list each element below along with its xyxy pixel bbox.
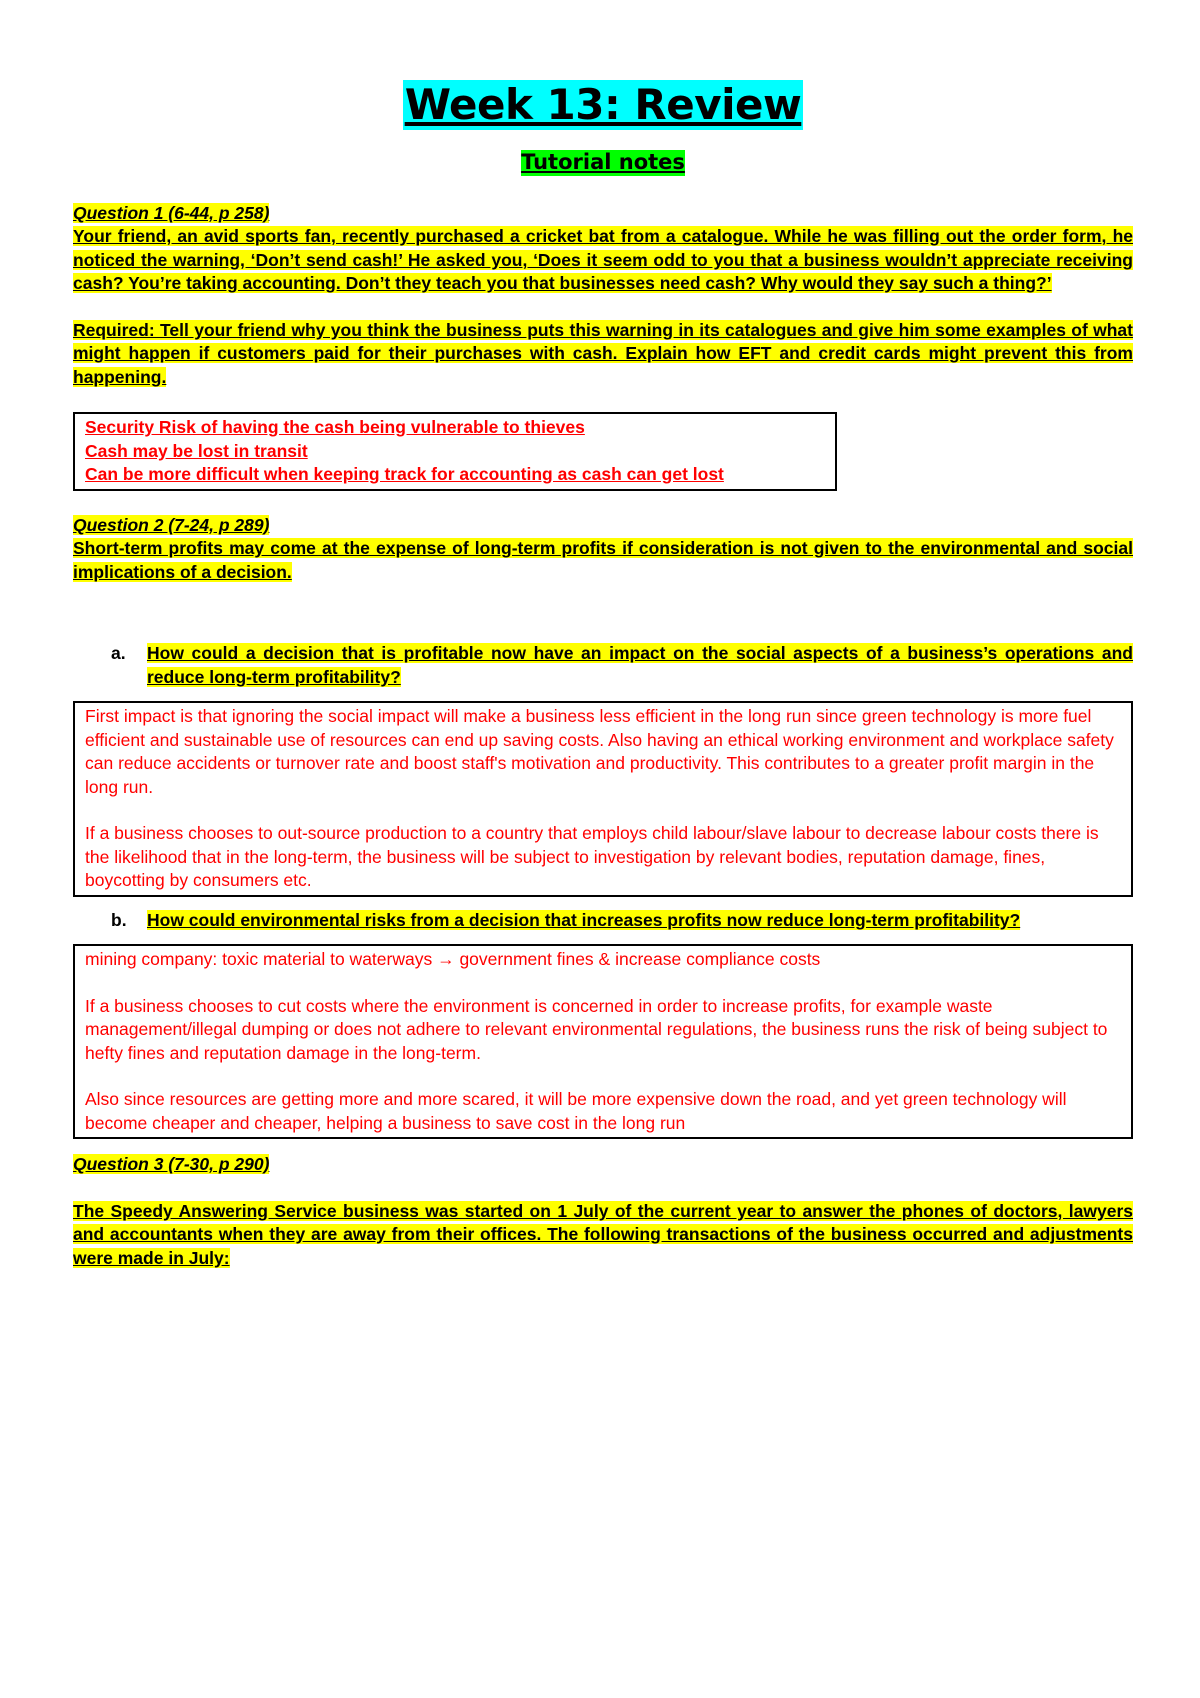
question-2a (73, 642, 1133, 689)
question-2b-letter: b. (111, 909, 127, 930)
answer-paragraph: If a business chooses to out-source production to a country that employs child labour/slave labour to decrease labour costs there is the likelihood that in the long-term, the business will be subject to investigation by relevant bodies, reputation damage, fines, boycotting by consumers etc. (85, 823, 1099, 891)
answer-paragraph: Also since resources are getting more and more scared, it will be more expensive down the road, and yet green technology will become cheaper and cheaper, helping a business to save cost in the long run (85, 1089, 1067, 1133)
question-1-heading: Question 1 (6-44, p 258) (73, 202, 270, 223)
question-2a-letter: a. (111, 643, 126, 664)
question-3-heading: Question 3 (7-30, p 290) (73, 1154, 270, 1175)
question-1-body: Your friend, an avid sports fan, recently purchased a cricket bat from a catalogue. While he was filling out the order form, he noticed the warning, ‘Don’t send cash!’ He asked you, ‘Does it seem odd to you that a business wouldn’t appreciate receiving cash? You’re taking accounting. Don’t they teach you that businesses need cash? Why would they say such a thing?’ (73, 226, 1133, 294)
question-1-required: Required: Tell your friend why you think the business puts this warning in its catalogues and give him some examples of what might happen if customers paid for their purchases with cash. Explain how EFT and credit cards might prevent this from happening. (73, 319, 1133, 387)
document-page (73, 60, 1133, 1270)
question-2-body: Short-term profits may come at the expense of long-term profits if consideration is not given to the environmental and social implications of a decision. (73, 538, 1133, 582)
page-title: Week 13: Review (404, 80, 802, 129)
answer-line: Can be more difficult when keeping track for accounting as cash can get lost (85, 464, 724, 485)
question-2b-text: How could environmental risks from a decision that increases profits now reduce long-term profitability? (147, 909, 1021, 930)
question-2-heading: Question 2 (7-24, p 289) (73, 514, 270, 535)
question-1 (73, 202, 1133, 296)
question-3 (73, 1153, 1133, 1177)
question-2b-answer-box (73, 944, 1133, 1139)
answer-paragraph: First impact is that ignoring the social impact will make a business less efficient in the long run since green technology is more fuel efficient and sustainable use of resources can end up saving costs. Also having an ethical working environment and workplace safety can reduce accidents or turnover rate and boost staff's motivation and productivity. This contributes to a greater profit margin in the long run. (85, 706, 1114, 797)
answer-line: Security Risk of having the cash being vulnerable to thieves (85, 417, 585, 438)
page-subtitle: Tutorial notes (521, 150, 685, 175)
question-2b (73, 909, 1133, 933)
answer-paragraph: If a business chooses to cut costs where the environment is concerned in order to increase profits, for example waste management/illegal dumping or does not adhere to relevant environmental regulations, the business runs the risk of being subject to hefty fines and reputation damage in the long-term. (85, 995, 1108, 1063)
question-3-body: The Speedy Answering Service business was started on 1 July of the current year to answer the phones of doctors, lawyers and accountants when they are away from their offices. The following transactions of the business occurred and adjustments were made in July: (73, 1200, 1133, 1268)
question-2a-text: How could a decision that is profitable now have an impact on the social aspects of a business’s operations and reduce long-term profitability? (147, 643, 1133, 687)
question-2a-answer-box (73, 701, 1133, 897)
question-1-answer-box (73, 412, 837, 491)
answer-paragraph: mining company: toxic material to waterways → government fines & increase compliance costs (85, 949, 821, 970)
question-2 (73, 514, 1133, 585)
answer-line: Cash may be lost in transit (85, 440, 308, 461)
